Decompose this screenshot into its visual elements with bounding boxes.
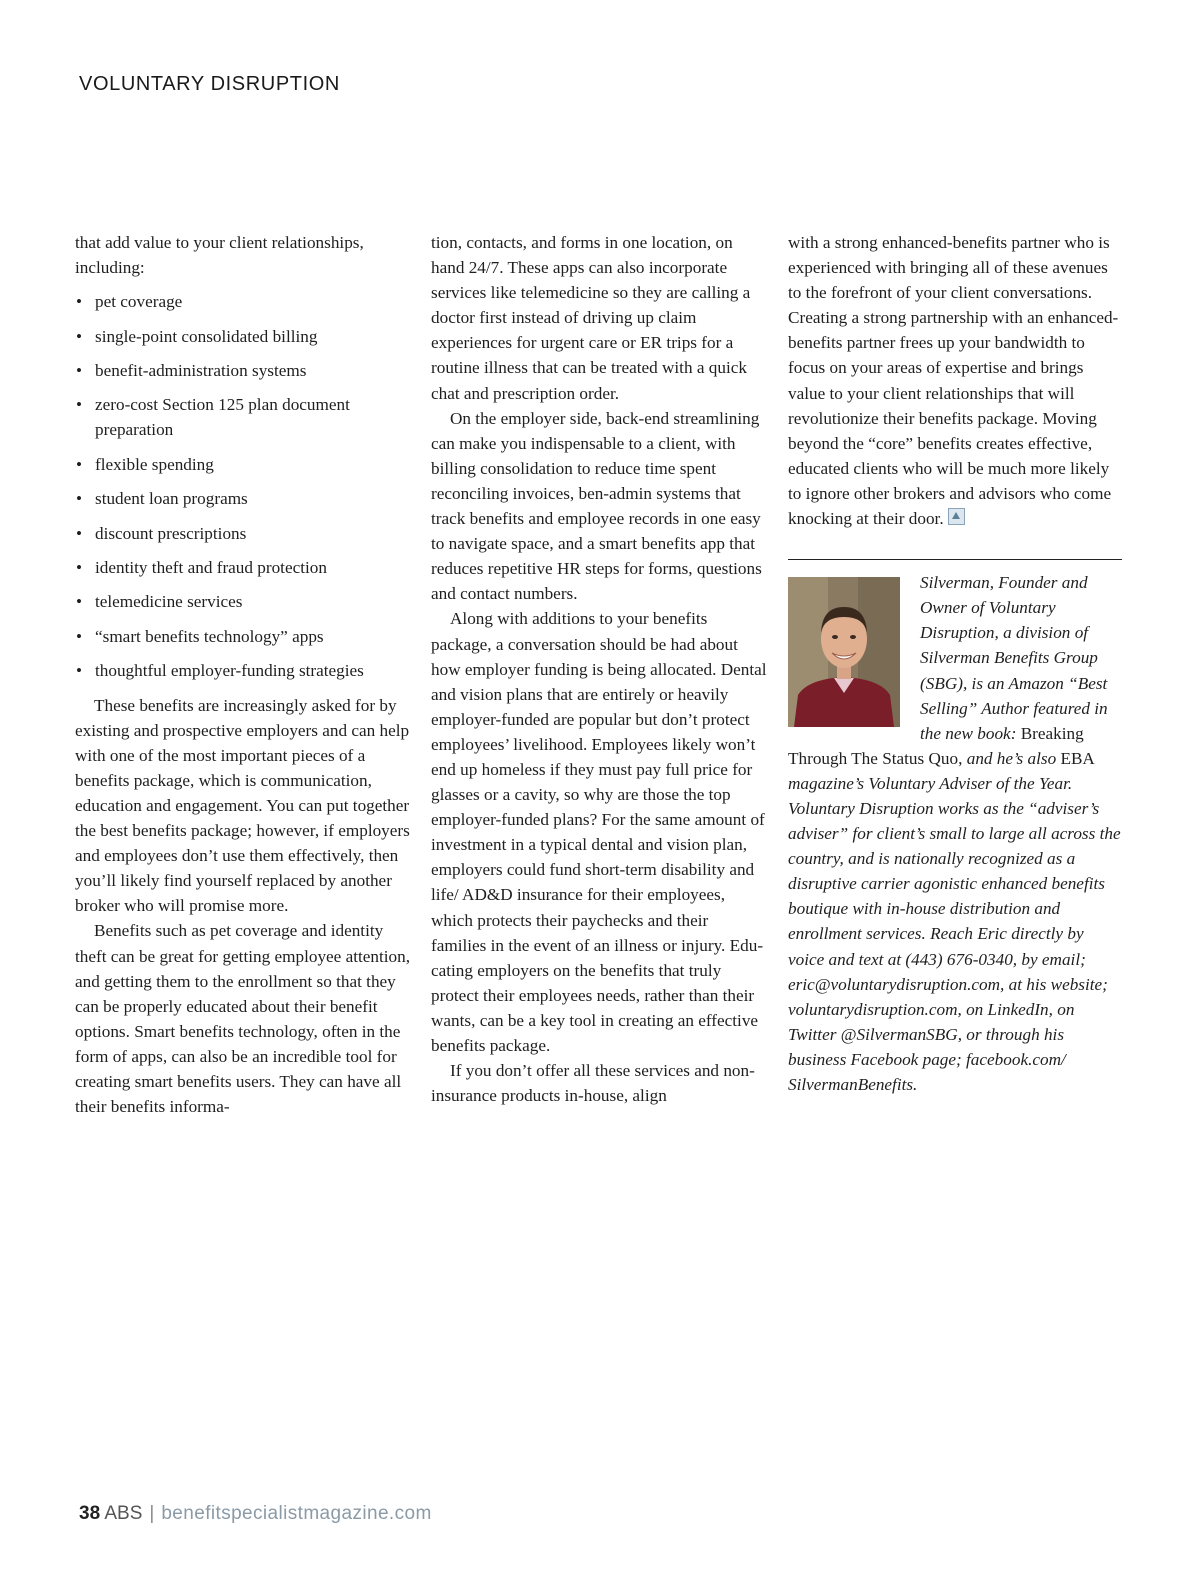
closing-paragraph-text: with a strong enhanced-benefits partner who is experienced with bringing all of these avenues to the forefront of your client conversations. Creating a strong partnership with an enhanced-benefits partner frees up your bandwidth to focus on your areas of expertise and brings value to your client relationships that will revolutionize their benefits package. Moving beyond the “core” benefits creates effective, educated clients who will be much more likely to ignore other brokers and advisors who come knocking at their door. bbox=[788, 233, 1119, 529]
body-paragraph: These benefits are increasingly asked for by existing and prospective employers and can help with one of the most important pieces of a benefits package, which is communication, education and engagement. You can put together the best benefits package; however, if employers and employees don’t use them effectively, then you’ll likely find yourself replaced by another broker who will promise more. bbox=[75, 695, 410, 916]
publication-name: ABS bbox=[104, 1503, 143, 1524]
article-column-1 bbox=[75, 230, 411, 1119]
list-item: • benefit-administration systems bbox=[75, 358, 411, 383]
section-title: VOLUNTARY DISRUPTION bbox=[79, 73, 340, 95]
list-item: • flexible spending bbox=[75, 452, 411, 477]
book-title: Breaking Through The Status Quo, bbox=[788, 723, 1084, 768]
bio-text: magazine’s Voluntary Adviser of the Year. Voluntary Disruption works as the “adviser’s adviser” for client’s small to large all across the country, and is nationally recognized as a disruptive carrier agonistic enhanced benefits boutique with in-house distribution and enrollment services. Reach Eric directly by voice and text at (443) 676-0340, by email; eric@voluntarydisruption.com, at his website; voluntarydisruption.com, on LinkedIn, on Twitter @SilvermanSBG, or through his business Facebook page; facebook.com/ SilvermanBenefits. bbox=[788, 773, 1121, 1094]
end-of-article-icon bbox=[948, 508, 965, 525]
body-paragraph: tion, contacts, and forms in one location, on hand 24/7. These apps can also incorporate services like telemedicine so they are calling a doctor first instead of driving up claim experiences for urgent care or ER trips for a routine illness that can be treated with a quick chat and prescription order. bbox=[431, 233, 751, 403]
bio-text: Silverman, Founder and Owner of Voluntary Disruption, a division of Silverman Benefits Group (SBG), is an Amazon “Best Selling” Author featured in the new book: bbox=[920, 573, 1108, 743]
list-item: • discount prescriptions bbox=[75, 521, 411, 546]
page-footer bbox=[79, 1503, 432, 1525]
body-paragraph: Benefits such as pet coverage and identity theft can be great for getting employee attention, and getting them to the enrollment so that they can be properly educated about their benefit options. Smart benefits technology, often in the form of apps, can also be an incredible tool for creating smart benefits users. They can have all their benefits informa- bbox=[75, 921, 411, 1117]
body-paragraph: If you don’t offer all these services and non-insurance products in-house, align bbox=[431, 1061, 755, 1106]
list-item: • zero-cost Section 125 plan document preparation bbox=[75, 392, 411, 442]
benefits-list bbox=[75, 289, 411, 683]
list-item: • single-point consolidated billing bbox=[75, 324, 411, 349]
list-item: • “smart benefits technology” apps bbox=[75, 624, 411, 649]
list-item: • identity theft and fraud protection bbox=[75, 555, 411, 580]
magazine-name: EBA bbox=[1060, 748, 1095, 768]
author-photo bbox=[788, 577, 900, 727]
list-item: • pet coverage bbox=[75, 289, 411, 314]
list-item: • student loan programs bbox=[75, 486, 411, 511]
article-column-3 bbox=[788, 230, 1122, 1097]
article-column-2 bbox=[431, 230, 767, 1108]
website-link[interactable]: benefitspecialistmagazine.com bbox=[161, 1503, 432, 1524]
body-paragraph bbox=[788, 230, 1122, 531]
list-item: • thoughtful employer-funding strategies bbox=[75, 658, 411, 683]
footer-separator: | bbox=[149, 1503, 155, 1524]
bio-divider bbox=[788, 559, 1122, 560]
bio-text: and he’s also bbox=[966, 748, 1057, 768]
page-number: 38 bbox=[79, 1503, 101, 1524]
body-paragraph: Along with additions to your benefits package, a conversation should be had about how employer funding is being allocated. Dental and vision plans that are entirely or heavily employer-funded are popular but don’t protect employees’ livelihood. Employees likely won’t end up homeless if they must pay full price for glasses or a cavity, so why are those the top employer-funded plans? For the same amount of investment in a typical dental and vision plan, employers could fund short-term disability and life/ AD&D insurance for their employees, which protects their paychecks and their families in the event of an illness or injury. Educating employers on the benefits that truly protect their employees needs, rather than their wants, can be a key tool in creating an effective benefits package. bbox=[431, 609, 767, 1055]
column-1-intro: that add value to your client relationships, including: bbox=[75, 233, 364, 278]
body-paragraph: On the employer side, back-end streamlining can make you indispensable to a client, with billing consolidation to reduce time spent reconciling invoices, ben-admin systems that track benefits and employee records in one easy to navigate space, and a smart benefits app that reduces repetitive HR steps for forms, questions and contact numbers. bbox=[431, 408, 762, 604]
list-item: • telemedicine services bbox=[75, 589, 411, 614]
